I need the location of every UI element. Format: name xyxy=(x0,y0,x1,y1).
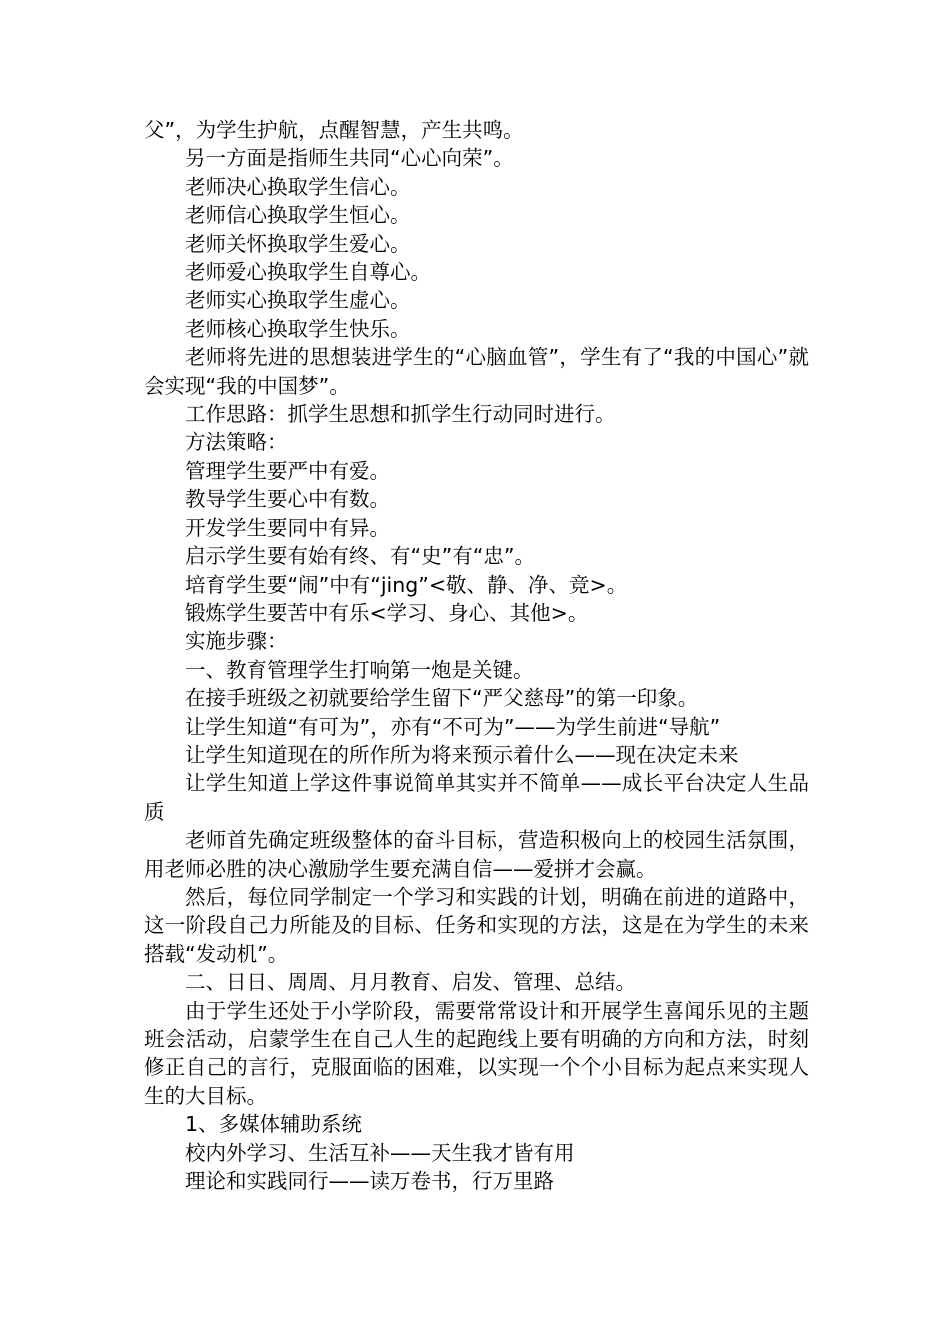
paragraph: 开发学生要同中有异。 xyxy=(185,515,390,540)
paragraph: 老师将先进的思想装进学生的“心脑血管”，学生有了“我的中国心”就会实现“我的中国梦”。 xyxy=(144,345,809,398)
section-heading: 一、教育管理学生打响第一炮是关键。 xyxy=(185,657,534,682)
paragraph: 理论和实践同行——读万卷书，行万里路 xyxy=(185,1169,554,1194)
paragraph: 老师信心换取学生恒心。 xyxy=(185,203,411,228)
subsection-heading: 1、多媒体辅助系统 xyxy=(185,1112,363,1137)
paragraph: 锻炼学生要苦中有乐<学习、身心、其他>。 xyxy=(185,600,589,625)
paragraph: 培育学生要“闹”中有“jing”<敬、静、净、竞>。 xyxy=(185,572,628,597)
paragraph: 老师实心换取学生虚心。 xyxy=(185,288,411,313)
paragraph: 在接手班级之初就要给学生留下“严父慈母”的第一印象。 xyxy=(185,686,699,711)
paragraph: 管理学生要严中有爱。 xyxy=(185,458,390,483)
section-label: 实施步骤： xyxy=(185,629,288,654)
paragraph: 让学生知道“有可为”，亦有“不可为”——为学生前进“导航” xyxy=(185,714,721,739)
paragraph: 老师首先确定班级整体的奋斗目标，营造积极向上的校园生活氛围，用老师必胜的决心激励学生要充满自信——爱拼才会赢。 xyxy=(144,828,809,881)
paragraph: 让学生知道现在的所作所为将来预示着什么——现在决定未来 xyxy=(185,742,739,767)
paragraph: 另一方面是指师生共同“心心向荣”。 xyxy=(185,146,514,171)
paragraph: 老师决心换取学生信心。 xyxy=(185,174,411,199)
paragraph: 老师爱心换取学生自尊心。 xyxy=(185,260,431,285)
section-label: 方法策略： xyxy=(185,430,288,455)
paragraph: 老师关怀换取学生爱心。 xyxy=(185,231,411,256)
paragraph: 教导学生要心中有数。 xyxy=(185,487,390,512)
paragraph: 工作思路：抓学生思想和抓学生行动同时进行。 xyxy=(185,402,616,427)
paragraph: 启示学生要有始有终、有“史”有“忠”。 xyxy=(185,544,535,569)
section-heading: 二、日日、周周、月月教育、启发、管理、总结。 xyxy=(185,970,636,995)
paragraph: 让学生知道上学这件事说简单其实并不简单——成长平台决定人生品质 xyxy=(144,771,809,824)
paragraph: 老师核心换取学生快乐。 xyxy=(185,316,411,341)
paragraph: 由于学生还处于小学阶段，需要常常设计和开展学生喜闻乐见的主题班会活动，启蒙学生在自己人生的起跑线上要有明确的方向和方法，时刻修正自己的言行，克服面临的困难，以实现一个个小目标为起点来实现人生的大目标。 xyxy=(144,998,809,1108)
paragraph: 校内外学习、生活互补——天生我才皆有用 xyxy=(185,1140,575,1165)
paragraph: 然后，每位同学制定一个学习和实践的计划，明确在前进的道路中，这一阶段自己力所能及的目标、任务和实现的方法，这是在为学生的未来搭载“发动机”。 xyxy=(144,884,809,966)
document-body xyxy=(144,116,809,1195)
paragraph: 父”，为学生护航，点醒智慧，产生共鸣。 xyxy=(144,118,524,142)
